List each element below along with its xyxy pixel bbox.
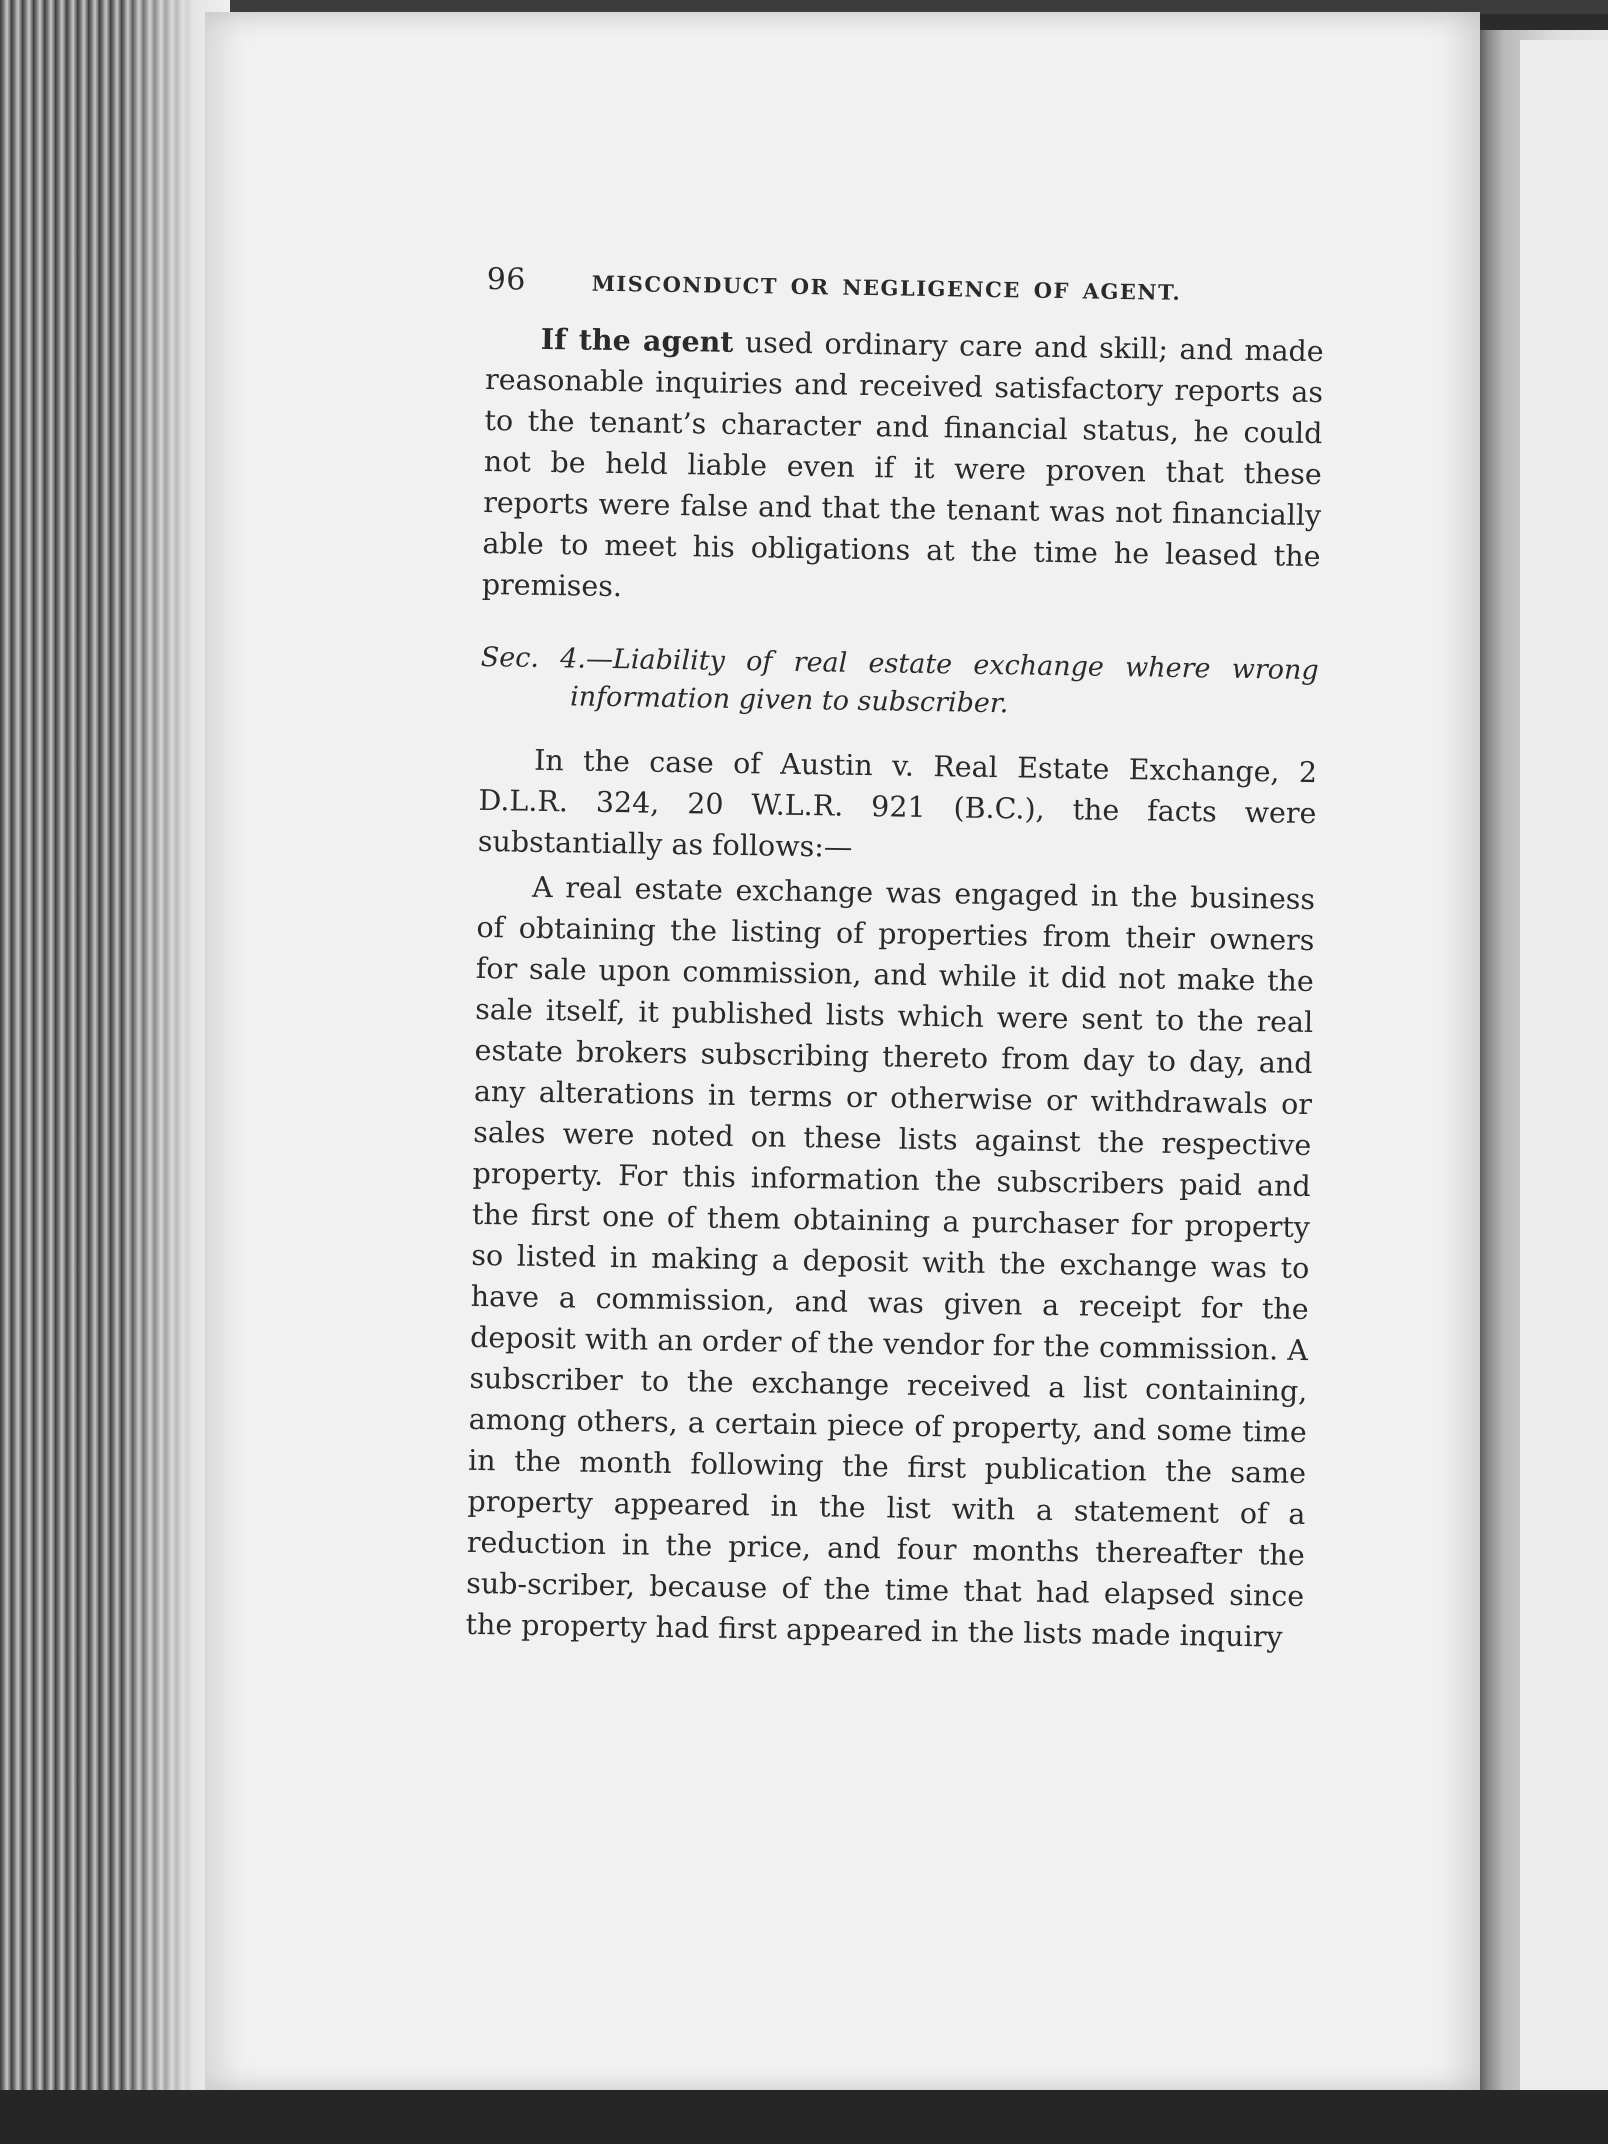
- paragraph-exchange-facts: A real estate exchange was engaged in the business of obtaining the listing of properties from their owners for sale upon commission, and while it did not make the sale itself, it published lists which were sent to the real estate brokers subscribing thereto from day to day, and any alterations in terms or otherwise or withdrawals or sales were noted on these lists against the respective property. For this information the subscribers paid and the first one of them obtaining a purchaser for property so listed in making a deposit with the exchange was to have a commission, and was given a receipt for the deposit with an order of the vendor for the commission. A subscriber to the exchange received a list containing, among others, a certain piece of property, and some time in the month following the first publication the same property appeared in the list with a statement of a reduction in the price, and four months thereafter the sub-scriber, because of the time that had elapsed since the property had first appeared in the lists made inquiry: [465, 870, 1316, 1654]
- scan-bottom-border: [0, 2090, 1608, 2144]
- running-head-title: MISCONDUCT OR NEGLIGENCE OF AGENT.: [591, 270, 1182, 305]
- paragraph-agent-care: [482, 318, 1324, 618]
- paragraph-text: used ordinary care and skill; and made reasonable inquiries and received satisfactory reports as to the tenant’s character and financial status, he could not be held liable even if it were proven that these reports were false and that the tenant was not financially able to meet his obligations at the time he leased the premises.: [481, 325, 1324, 604]
- page-number: 96: [486, 262, 527, 298]
- facing-page: [1520, 40, 1608, 2100]
- paragraph-austin-case: In the case of Austin v. Real Estate Exchange, 2 D.L.R. 324, 20 W.L.R. 921 (B.C.), the facts were substantially as follows:—: [477, 743, 1318, 864]
- section-heading: Sec. 4.—Liability of real estate exchange where wrong information given to subscriber.: [480, 641, 1319, 720]
- page-text-block: [465, 262, 1325, 1658]
- paragraph-lead-words: If the agent: [540, 321, 734, 359]
